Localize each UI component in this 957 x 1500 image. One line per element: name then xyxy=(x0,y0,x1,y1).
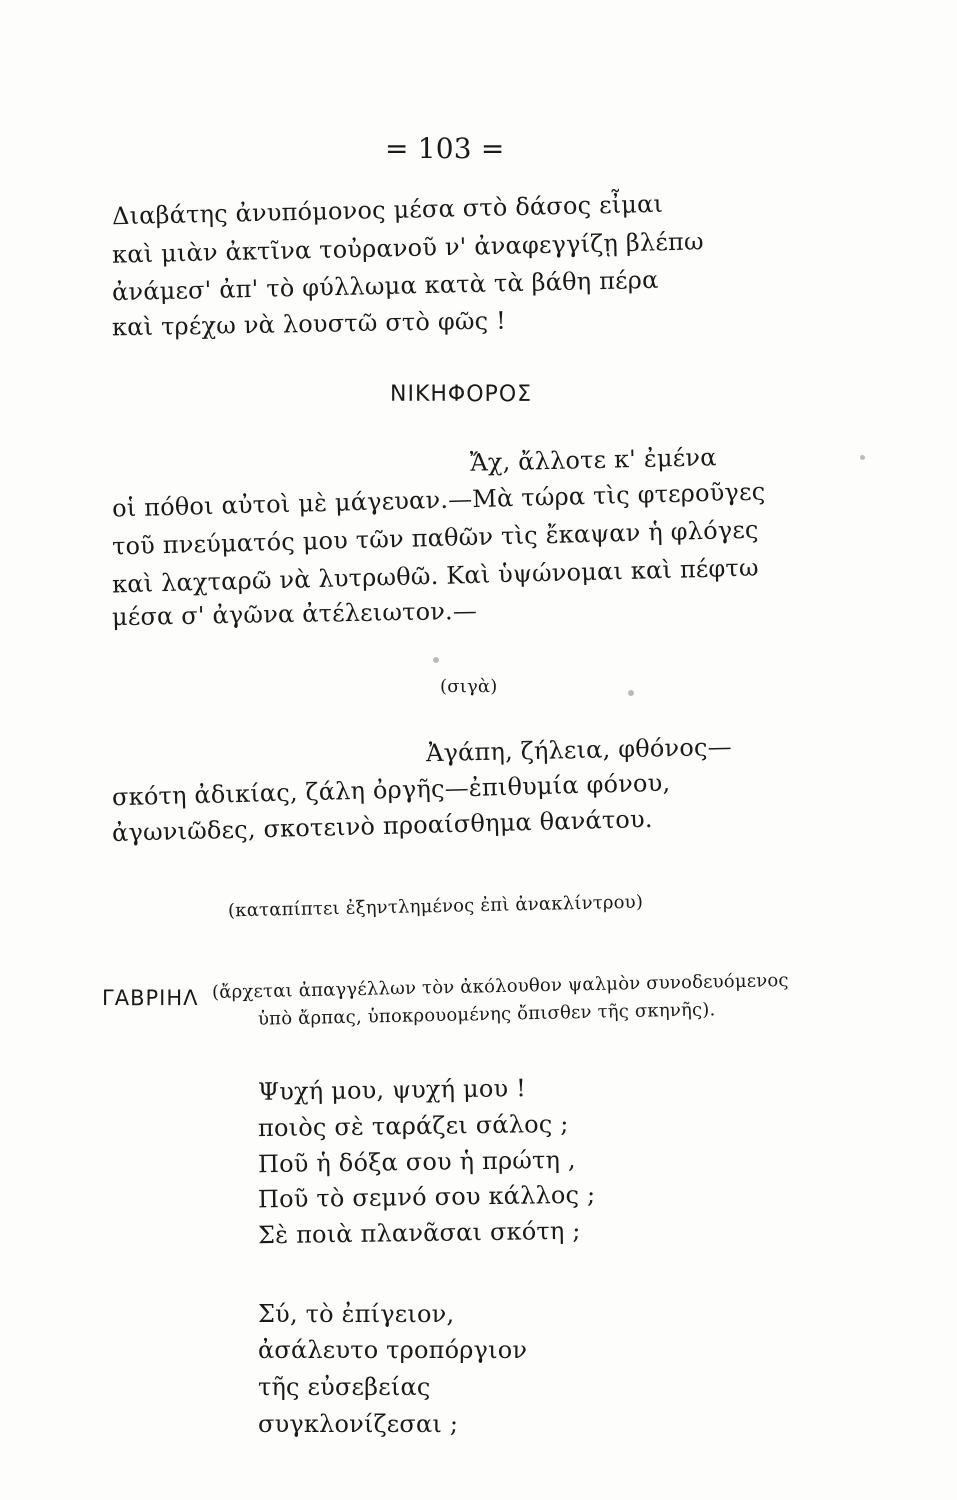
psalm-line: συγκλονίζεσαι ; xyxy=(258,1410,459,1438)
verse-line: ἀνάμεσ' ἀπ' τὸ φύλλωμα κατὰ τὰ βάθη πέρα xyxy=(111,265,659,307)
ink-speck xyxy=(628,690,634,696)
speech-line: ἀγωνιῶδες, σκοτεινὸ προαίσθημα θανάτου. xyxy=(111,804,653,848)
psalm-line: Ψυχή μου, ψυχή μου ! xyxy=(257,1074,527,1106)
speech-line: καὶ λαχταρῶ νὰ λυτρωθῶ. Καὶ ὑψώνομαι καὶ πέφτω xyxy=(111,553,760,599)
speech-line: τοῦ πνεύματός μου τῶν παθῶν τὶς ἔκαψαν ἡ φλόγες xyxy=(111,515,759,561)
stage-direction: (καταπίπτει ἐξηντλημένος ἐπὶ ἀνακλίντρου) xyxy=(227,891,644,922)
verse-line: καὶ τρέχω νὰ λουστῶ στὸ φῶς ! xyxy=(111,306,507,342)
speaker-name: ΝΙΚΗΦΟΡΟΣ xyxy=(390,382,533,407)
ink-speck xyxy=(433,657,439,663)
verse-line: Διαβάτης ἀνυπόμονος μέσα στὸ δάσος εἶμαι xyxy=(111,189,664,231)
psalm-line: τῆς εὐσεβείας xyxy=(258,1373,431,1401)
psalm-line: ἀσάλευτο τροπόργιον xyxy=(258,1336,528,1364)
stage-direction: ὑπὸ ἄρπας, ὑποκρουομένης ὄπισθεν τῆς σκηνῆς). xyxy=(257,999,716,1030)
speech-line: σκότη ἀδικίας, ζάλη ὀργῆς—ἐπιθυμία φόνου, xyxy=(111,768,671,812)
verse-line: καὶ μιὰν ἀκτῖνα τοὐρανοῦ ν' ἀναφεγγίζῃ βλέπω xyxy=(111,227,704,269)
psalm-line: Ποῦ ἡ δόξα σου ἡ πρώτη , xyxy=(257,1145,576,1179)
psalm-line: Ποῦ τὸ σεμνό σου κάλλος ; xyxy=(257,1180,596,1214)
speech-line: Ἀγάπη, ζήλεια, φθόνος— xyxy=(425,732,733,768)
speaker-name: ΓΑΒΡΙΗΛ xyxy=(102,986,199,1010)
stage-direction: (ἄρχεται ἀπαγγέλλων τὸν ἀκόλουθον ψαλμὸν συνοδευόμενος xyxy=(211,969,789,1004)
psalm-line: Σύ, τὸ ἐπίγειον, xyxy=(258,1300,455,1328)
speech-line: Ἄχ, ἄλλοτε κ' ἐμένα xyxy=(469,443,717,477)
psalm-line: Σὲ ποιὰ πλανᾶσαι σκότη ; xyxy=(257,1216,581,1250)
stage-direction: (σιγὰ) xyxy=(440,676,498,697)
speech-line: οἱ πόθοι αὐτοὶ μὲ μάγευαν.—Μὰ τώρα τὶς φτεροῦγες xyxy=(111,477,766,523)
psalm-line: ποιὸς σὲ ταράζει σάλος ; xyxy=(257,1109,569,1143)
ink-speck xyxy=(860,455,865,460)
page-number: = 103 = xyxy=(385,132,505,165)
speech-line: μέσα σ' ἀγῶνα ἀτέλειωτον.— xyxy=(111,596,478,632)
